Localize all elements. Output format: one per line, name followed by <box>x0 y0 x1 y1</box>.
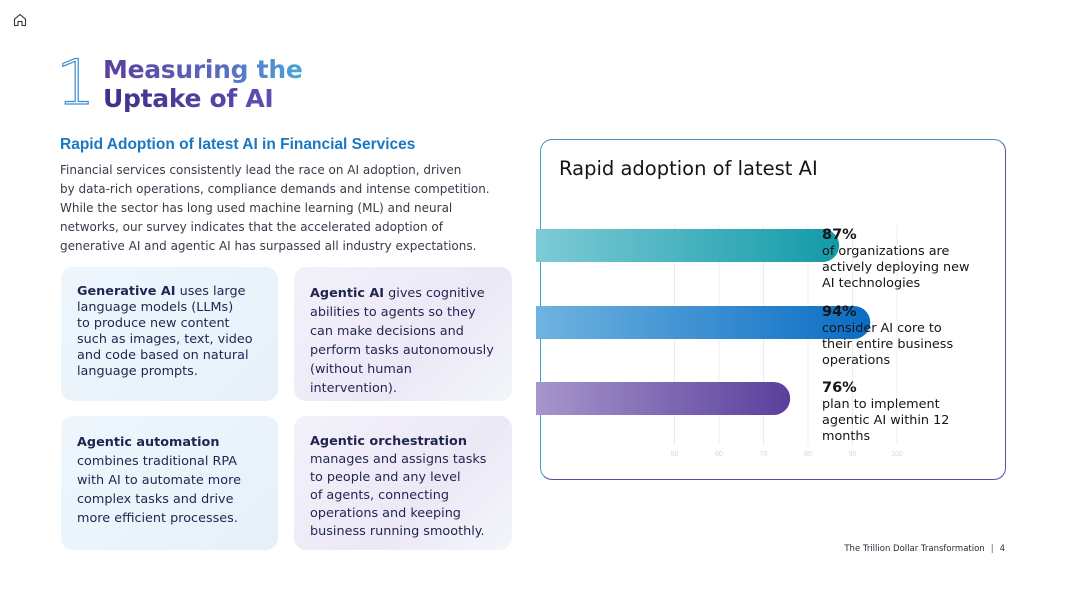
page-footer <box>844 544 1005 554</box>
stat-text: agentic AI within 12 <box>822 413 950 428</box>
card-line: with AI to automate more <box>77 473 241 488</box>
intro-line: While the sector has long used machine learning (ML) and neural <box>60 201 453 215</box>
page-title-line-1: Measuring the <box>103 55 303 84</box>
card-line: combines traditional RPA <box>77 454 238 469</box>
page-number: 4 <box>999 544 1005 554</box>
card-line: perform tasks autonomously <box>310 343 494 358</box>
intro-line: generative AI and agentic AI has surpassed all industry expectations. <box>60 239 477 253</box>
chart-tick-label: 100 <box>891 451 903 458</box>
stat-text: of organizations are <box>822 244 950 259</box>
page-title-line-2: Uptake of AI <box>103 84 302 113</box>
chart-title: Rapid adoption of latest AI <box>559 157 818 180</box>
intro-line: Financial services consistently lead the race on AI adoption, driven <box>60 163 462 177</box>
card-line: to produce new content <box>77 316 230 331</box>
footer-doc-title: The Trillion Dollar Transformation <box>844 544 985 554</box>
card-term: Generative AI <box>77 284 176 299</box>
card-line: complex tasks and drive <box>77 492 234 507</box>
card-line: of agents, connecting <box>310 488 449 503</box>
stat-text: AI technologies <box>822 276 921 291</box>
intro-line: by data-rich operations, compliance demands and intense competition. <box>60 182 490 196</box>
card-line: to people and any level <box>310 470 461 485</box>
card-line: manages and assigns tasks <box>310 452 487 467</box>
definition-card-agentic-automation <box>61 416 278 550</box>
chart-bar <box>536 306 870 339</box>
stat-text: months <box>822 429 871 444</box>
card-line: operations and keeping <box>310 506 461 521</box>
stat-text: plan to implement <box>822 397 940 412</box>
chart-tick-label: 70 <box>759 451 768 458</box>
card-line: abilities to agents so they <box>310 305 476 320</box>
card-term: Agentic orchestration <box>310 434 467 449</box>
stat-block-core <box>822 303 992 369</box>
intro-line: networks, our survey indicates that the accelerated adoption of <box>60 220 443 234</box>
definition-card-generative-ai <box>61 267 278 401</box>
card-line: more efficient processes. <box>77 511 238 526</box>
card-line: gives cognitive <box>384 286 485 301</box>
home-icon[interactable] <box>12 12 28 28</box>
chart-tick-label: 90 <box>848 451 857 458</box>
stat-percent: 87% <box>822 227 857 243</box>
chart-bar <box>536 382 790 415</box>
stat-text: operations <box>822 353 891 368</box>
page-title <box>103 55 302 113</box>
stat-percent: 76% <box>822 380 857 396</box>
card-line: can make decisions and <box>310 324 464 339</box>
footer-separator: | <box>990 544 994 554</box>
card-line: business running smoothly. <box>310 524 485 539</box>
intro-paragraph <box>60 161 490 256</box>
chart-tick-label: 80 <box>804 451 812 458</box>
stat-block-deploying <box>822 226 992 292</box>
card-line: language prompts. <box>77 364 198 379</box>
card-term: Agentic automation <box>77 435 220 450</box>
card-line: language models (LLMs) <box>77 300 234 315</box>
chart-tick-label: 50 <box>670 451 679 458</box>
stat-text: their entire business <box>822 337 954 352</box>
section-number: 1 <box>56 46 96 119</box>
stat-percent: 94% <box>822 304 857 320</box>
chart-tick-label: 60 <box>715 451 723 458</box>
card-line: such as images, text, video <box>77 332 253 347</box>
chart-bar <box>536 229 839 262</box>
card-term: Agentic AI <box>310 286 385 301</box>
card-line: uses large <box>175 284 246 299</box>
card-line: (without human intervention). <box>310 362 412 396</box>
stat-text: consider AI core to <box>822 321 942 336</box>
card-line: and code based on natural <box>77 348 249 363</box>
stat-block-agentic-plan <box>822 379 992 445</box>
stat-text: actively deploying new <box>822 260 970 275</box>
definition-card-agentic-ai <box>294 267 512 401</box>
section-subtitle: Rapid Adoption of latest AI in Financial Services <box>60 136 416 153</box>
definition-card-agentic-orchestration <box>294 416 512 550</box>
